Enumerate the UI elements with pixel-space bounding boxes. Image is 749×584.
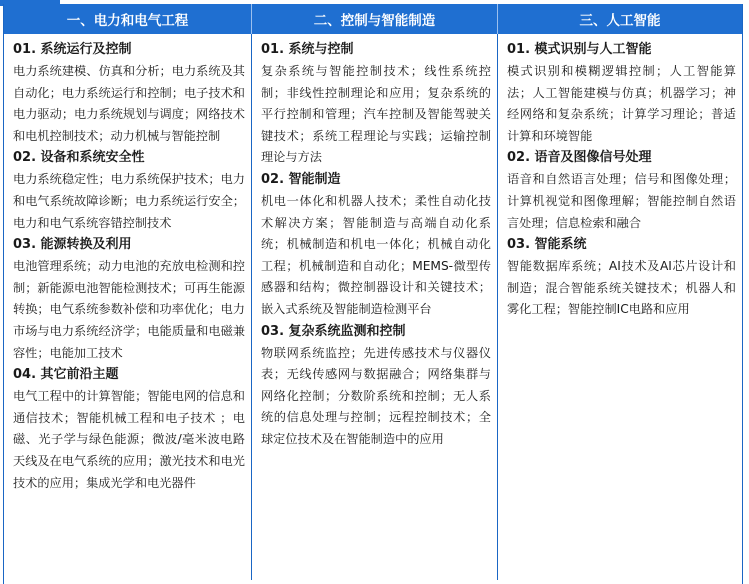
section-text: 智能数据库系统；AI技术及AI芯片设计和制造；混合智能系统关键技术；机器人和雾化工程；智能控制IC电路和应用 bbox=[507, 259, 736, 317]
section-title: 01. 系统与控制 bbox=[261, 42, 354, 57]
section-text: 电池管理系统；动力电池的充放电检测和控制；新能源电池智能检测技术；可再生能源转换；电气系统参数补偿和功率优化；电力市场与电力系统经济学；电能质量和电磁兼容性；电能加工技术 bbox=[13, 259, 245, 360]
header-artificial-intelligence: 三、人工智能 bbox=[498, 4, 742, 34]
section-title: 01. 模式识别与人工智能 bbox=[507, 42, 652, 57]
column-electrical-engineering bbox=[4, 34, 252, 580]
section-text: 电力系统稳定性；电力系统保护技术；电力和电气系统故障诊断；电力系统运行安全；电力和电气系统容错控制技术 bbox=[13, 172, 245, 230]
column-control-manufacturing bbox=[252, 34, 498, 580]
table-body-row bbox=[4, 34, 742, 580]
section-title: 02. 设备和系统安全性 bbox=[13, 150, 145, 166]
topics-table bbox=[3, 4, 743, 584]
section-title: 01. 系统运行及控制 bbox=[13, 42, 132, 57]
column-artificial-intelligence bbox=[498, 34, 742, 580]
table-header-row bbox=[4, 4, 742, 34]
section-text: 复杂系统与智能控制技术；线性系统控制；非线性控制理论和应用；复杂系统的平行控制和管理；汽车控制及智能驾驶关键技术；系统工程理论与实践；运输控制理论与方法 bbox=[261, 64, 491, 165]
section-text: 电气工程中的计算智能；智能电网的信息和通信技术；智能机械工程和电子技术 ；电磁、光子学与绿色能源；微波/毫米波电路天线及在电气系统的应用；激光技术和电光技术的应用；集成光学和电光器件 bbox=[13, 389, 245, 490]
section-text: 电力系统建模、仿真和分析；电力系统及其自动化；电力系统运行和控制；电子技术和电力驱动；电力系统规划与调度；网络技术和电机控制技术；动力机械与智能控制 bbox=[13, 64, 245, 143]
section-text: 语音和自然语言处理；信号和图像处理；计算机视觉和图像理解；智能控制自然语言处理；信息检索和融合 bbox=[507, 172, 736, 230]
section-text: 模式识别和模糊逻辑控制；人工智能算法；人工智能建模与仿真；机器学习；神经网络和复杂系统；计算学习理论；普适计算和环境智能 bbox=[507, 64, 736, 143]
section-title: 03. 复杂系统监测和控制 bbox=[261, 323, 406, 339]
section-title: 03. 能源转换及利用 bbox=[13, 237, 132, 253]
section-title: 03. 智能系统 bbox=[507, 237, 587, 253]
header-electrical-engineering: 一、电力和电气工程 bbox=[4, 4, 252, 34]
section-title: 02. 智能制造 bbox=[261, 171, 341, 187]
section-title: 04. 其它前沿主题 bbox=[13, 367, 119, 383]
section-title: 02. 语音及图像信号处理 bbox=[507, 150, 652, 166]
section-text: 物联网系统监控；先进传感技术与仪器仪表；无线传感网与数据融合；网络集群与网络化控制；分数阶系统和控制；无人系统的信息处理与控制；远程控制技术；全球定位技术及在智能制造中的应用 bbox=[261, 345, 491, 446]
section-text: 机电一体化和机器人技术；柔性自动化技术解决方案；智能制造与高端自动化系统；机械制造和机电一体化；机械自动化工程；机械制造和自动化；MEMS-微型传感器和结构；微控制器设计和关键技术；嵌入式系统及智能制造检测平台 bbox=[261, 193, 491, 316]
header-control-manufacturing: 二、控制与智能制造 bbox=[252, 4, 498, 34]
